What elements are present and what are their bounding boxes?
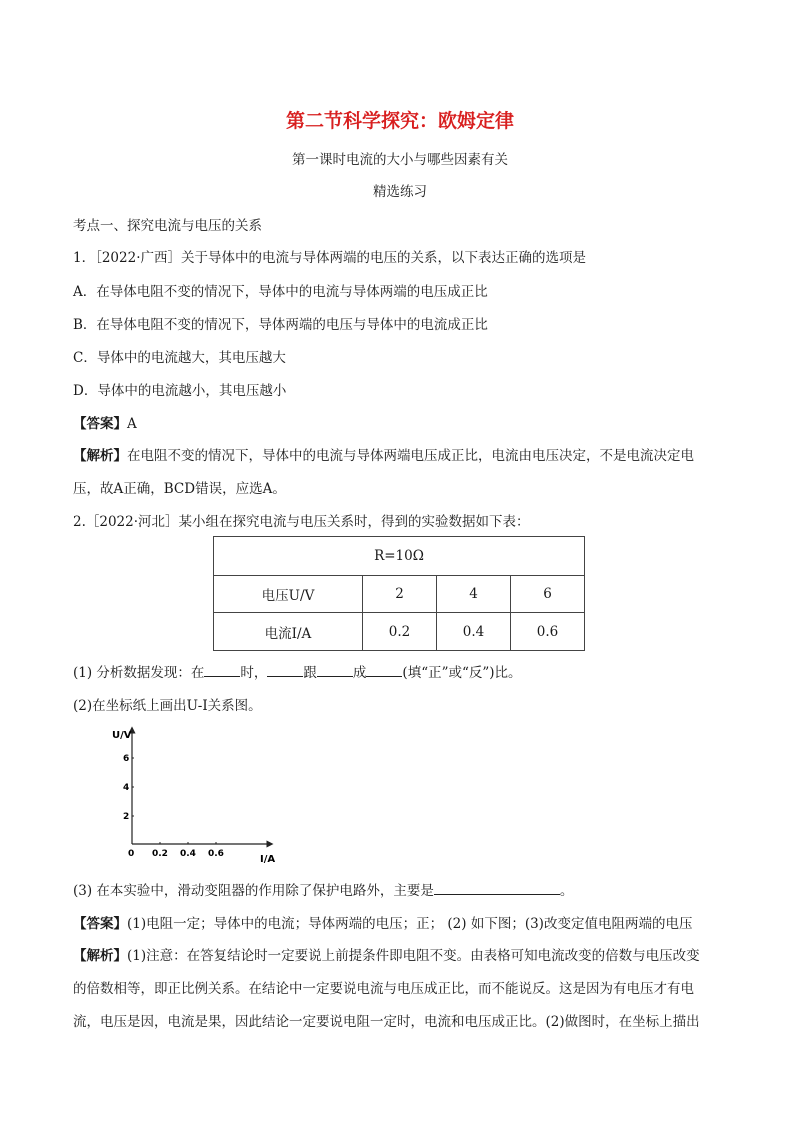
q2-part1-prefix: (1) 分析数据发现：在 [73,665,205,681]
fill-blank-3[interactable] [317,664,353,677]
table-cell: 0.6 [511,613,585,651]
q2-part1-text-2: 跟 [303,665,317,681]
q2-analysis-line-3: 流，电压是因，电流是果，因此结论一定要说电阻一定时，电流和电压成正比。(2)做图时，在坐标上描出 [73,1014,700,1030]
y-axis-label: U/V [112,730,132,741]
y-tick-label: 2 [123,812,130,822]
q2-part1-text-3: 成 [352,665,367,681]
lesson-subtitle: 第一课时电流的大小与哪些因素有关 [292,152,508,168]
q1-analysis-line-1 [73,444,694,464]
q2-part3-prefix: (3) 在本实验中，滑动变阻器的作用除了保护电路外，主要是 [73,883,434,899]
q2-part1-text-4: (填“正”或“反”)比。 [402,665,522,681]
x-tick-label: 0.2 [152,849,168,859]
q1-answer-value: A [127,416,137,432]
table-header-resistance: R=10Ω [214,537,585,576]
data-table [213,536,585,651]
q2-analysis-text-1: (1)注意：在答复结论时一定要说上前提条件即电阻不变。由表格可知电流改变的倍数与电压改变 [127,948,700,964]
fill-blank-4[interactable] [366,664,402,677]
table-cell-current-label: 电流I/A [214,613,363,651]
q2-answer [73,912,692,932]
q2-part3-suffix: 。 [559,883,574,899]
x-axis-label: I/A [260,854,276,865]
q1-option-d: D．导体中的电流越小，其电压越小 [73,383,287,399]
page-title: 第二节科学探究：欧姆定律 [285,110,514,132]
x-tick-label: 0.6 [208,849,224,859]
q2-answer-label: 【答案】 [73,916,127,932]
y-tick-label: 4 [123,783,130,793]
table-row-current [214,613,585,651]
table-cell: 0.2 [363,613,437,651]
q2-part1-text-1: 时， [240,665,268,681]
fill-blank-1[interactable] [204,664,240,677]
table-cell: 4 [437,576,511,613]
q2-analysis-line-1 [73,944,700,964]
q2-part2: (2)在坐标纸上画出U-I关系图。 [73,698,262,714]
q2-answer-value: (1)电阻一定；导体中的电流；导体两端的电压；正； (2) 如下图；(3)改变定值电阻两端的电压 [127,916,693,932]
q1-analysis-label: 【解析】 [73,448,127,464]
q2-stem: 2.［2022·河北］某小组在探究电流与电压关系时，得到的实验数据如下表： [73,514,530,530]
q1-answer [73,412,137,432]
table-cell: 0.4 [437,613,511,651]
table-row-voltage [214,576,585,613]
q1-answer-label: 【答案】 [73,416,127,432]
q2-part1 [73,661,522,681]
q1-option-a: A．在导体电阻不变的情况下，导体中的电流与导体两端的电压成正比 [73,284,488,300]
q2-part3 [73,879,573,899]
x-tick-label: 0.4 [180,849,196,859]
table-cell: 2 [363,576,437,613]
table-cell-voltage-label: 电压U/V [214,576,363,613]
ui-graph [112,722,292,868]
q1-analysis-text-1: 在电阻不变的情况下，导体中的电流与导体两端电压成正比，电流由电压决定，不是电流决定电 [127,448,694,464]
q2-analysis-label: 【解析】 [73,948,127,964]
fill-blank-5[interactable] [434,882,560,895]
fill-blank-2[interactable] [267,664,303,677]
q1-analysis-line-2: 压，故A正确，BCD错误，应选A。 [73,481,286,497]
q2-analysis-line-2: 的倍数相等，即正比例关系。在结论中一定要说电流与电压成正比，而不能说反。这是因为有电压才有电 [73,981,694,997]
q1-stem: 1．［2022·广西］关于导体中的电流与导体两端的电压的关系，以下表达正确的选项是 [73,250,586,266]
section-heading: 考点一、探究电流与电压的关系 [73,218,262,234]
exercise-label: 精选练习 [373,184,427,200]
q1-option-b: B．在导体电阻不变的情况下，导体两端的电压与导体中的电流成正比 [73,317,488,333]
y-tick-label: 6 [123,754,130,764]
q1-option-c: C．导体中的电流越大，其电压越大 [73,350,286,366]
table-cell: 6 [511,576,585,613]
origin-label: 0 [128,849,135,859]
